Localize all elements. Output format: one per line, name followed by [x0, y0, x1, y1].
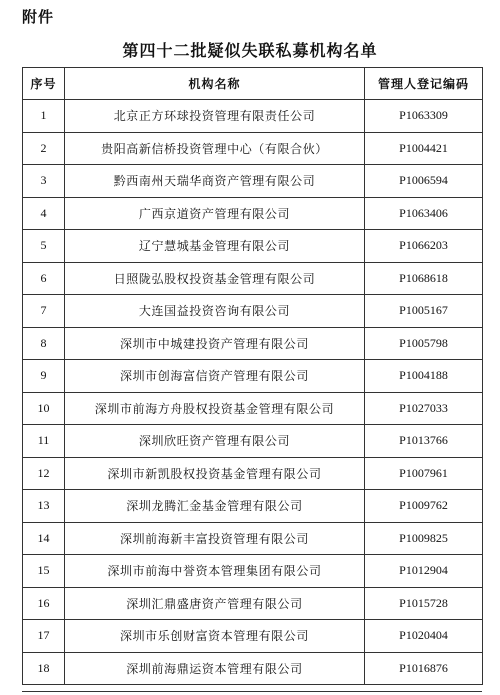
- registration-code-cell: P1063309: [365, 100, 483, 133]
- serial-number-cell: 8: [23, 327, 65, 360]
- table-row: [23, 327, 483, 360]
- table-row: [23, 555, 483, 588]
- table-row: [23, 522, 483, 555]
- serial-number-cell: 7: [23, 295, 65, 328]
- serial-number-cell: 4: [23, 197, 65, 230]
- registration-code-cell: P1004421: [365, 132, 483, 165]
- serial-number-cell: 13: [23, 490, 65, 523]
- table-row: [23, 165, 483, 198]
- institution-name-cell: 深圳市中城建投资产管理有限公司: [65, 327, 365, 360]
- institution-table: [22, 67, 483, 685]
- page-bottom-rule: [22, 691, 482, 692]
- institution-name-cell: 深圳市前海方舟股权投资基金管理有限公司: [65, 392, 365, 425]
- institution-name-cell: 深圳市乐创财富资本管理有限公司: [65, 620, 365, 653]
- serial-number-cell: 14: [23, 522, 65, 555]
- registration-code-cell: P1004188: [365, 360, 483, 393]
- serial-number-cell: 6: [23, 262, 65, 295]
- registration-code-cell: P1013766: [365, 425, 483, 458]
- registration-code-cell: P1005798: [365, 327, 483, 360]
- institution-name-cell: 日照陇弘股权投资基金管理有限公司: [65, 262, 365, 295]
- institution-name-cell: 深圳汇鼎盛唐资产管理有限公司: [65, 587, 365, 620]
- serial-number-cell: 11: [23, 425, 65, 458]
- serial-number-cell: 15: [23, 555, 65, 588]
- registration-code-cell: P1066203: [365, 230, 483, 263]
- serial-number-cell: 3: [23, 165, 65, 198]
- registration-code-cell: P1007961: [365, 457, 483, 490]
- table-row: [23, 490, 483, 523]
- table-row: [23, 620, 483, 653]
- table-body: [23, 100, 483, 685]
- document-title: 第四十二批疑似失联私募机构名单: [122, 41, 378, 60]
- registration-code-cell: P1012904: [365, 555, 483, 588]
- table-row: [23, 295, 483, 328]
- institution-name-cell: 深圳市前海中誉资本管理集团有限公司: [65, 555, 365, 588]
- institution-name-cell: 深圳市创海富信资产管理有限公司: [65, 360, 365, 393]
- table-row: [23, 652, 483, 685]
- serial-number-cell: 17: [23, 620, 65, 653]
- registration-code-cell: P1009825: [365, 522, 483, 555]
- institution-name-cell: 深圳前海新丰富投资管理有限公司: [65, 522, 365, 555]
- table-row: [23, 587, 483, 620]
- table-row: [23, 425, 483, 458]
- registration-code-cell: P1006594: [365, 165, 483, 198]
- institution-name-cell: 辽宁慧城基金管理有限公司: [65, 230, 365, 263]
- registration-code-cell: P1020404: [365, 620, 483, 653]
- institution-name-cell: 深圳市新凯股权投资基金管理有限公司: [65, 457, 365, 490]
- institution-name-cell: 深圳前海鼎运资本管理有限公司: [65, 652, 365, 685]
- institution-name-cell: 北京正方环球投资管理有限责任公司: [65, 100, 365, 133]
- header-serial-number: 序号: [23, 68, 65, 100]
- registration-code-cell: P1009762: [365, 490, 483, 523]
- registration-code-cell: P1005167: [365, 295, 483, 328]
- serial-number-cell: 1: [23, 100, 65, 133]
- table-row: [23, 197, 483, 230]
- serial-number-cell: 9: [23, 360, 65, 393]
- header-registration-code: 管理人登记编码: [365, 68, 483, 100]
- table-row: [23, 360, 483, 393]
- institution-name-cell: 深圳龙腾汇金基金管理有限公司: [65, 490, 365, 523]
- table-row: [23, 262, 483, 295]
- header-institution-name: 机构名称: [65, 68, 365, 100]
- serial-number-cell: 12: [23, 457, 65, 490]
- institution-name-cell: 深圳欣旺资产管理有限公司: [65, 425, 365, 458]
- table-header-row: [23, 68, 483, 100]
- table-row: [23, 230, 483, 263]
- serial-number-cell: 16: [23, 587, 65, 620]
- institution-name-cell: 广西京道资产管理有限公司: [65, 197, 365, 230]
- table-row: [23, 132, 483, 165]
- serial-number-cell: 5: [23, 230, 65, 263]
- registration-code-cell: P1016876: [365, 652, 483, 685]
- registration-code-cell: P1068618: [365, 262, 483, 295]
- registration-code-cell: P1015728: [365, 587, 483, 620]
- serial-number-cell: 2: [23, 132, 65, 165]
- institution-name-cell: 黔西南州天瑞华商资产管理有限公司: [65, 165, 365, 198]
- serial-number-cell: 10: [23, 392, 65, 425]
- registration-code-cell: P1027033: [365, 392, 483, 425]
- table-row: [23, 100, 483, 133]
- table-row: [23, 457, 483, 490]
- registration-code-cell: P1063406: [365, 197, 483, 230]
- attachment-label: 附件: [22, 8, 55, 26]
- institution-name-cell: 贵阳高新信桥投资管理中心（有限合伙）: [65, 132, 365, 165]
- institution-name-cell: 大连国益投资咨询有限公司: [65, 295, 365, 328]
- serial-number-cell: 18: [23, 652, 65, 685]
- table-row: [23, 392, 483, 425]
